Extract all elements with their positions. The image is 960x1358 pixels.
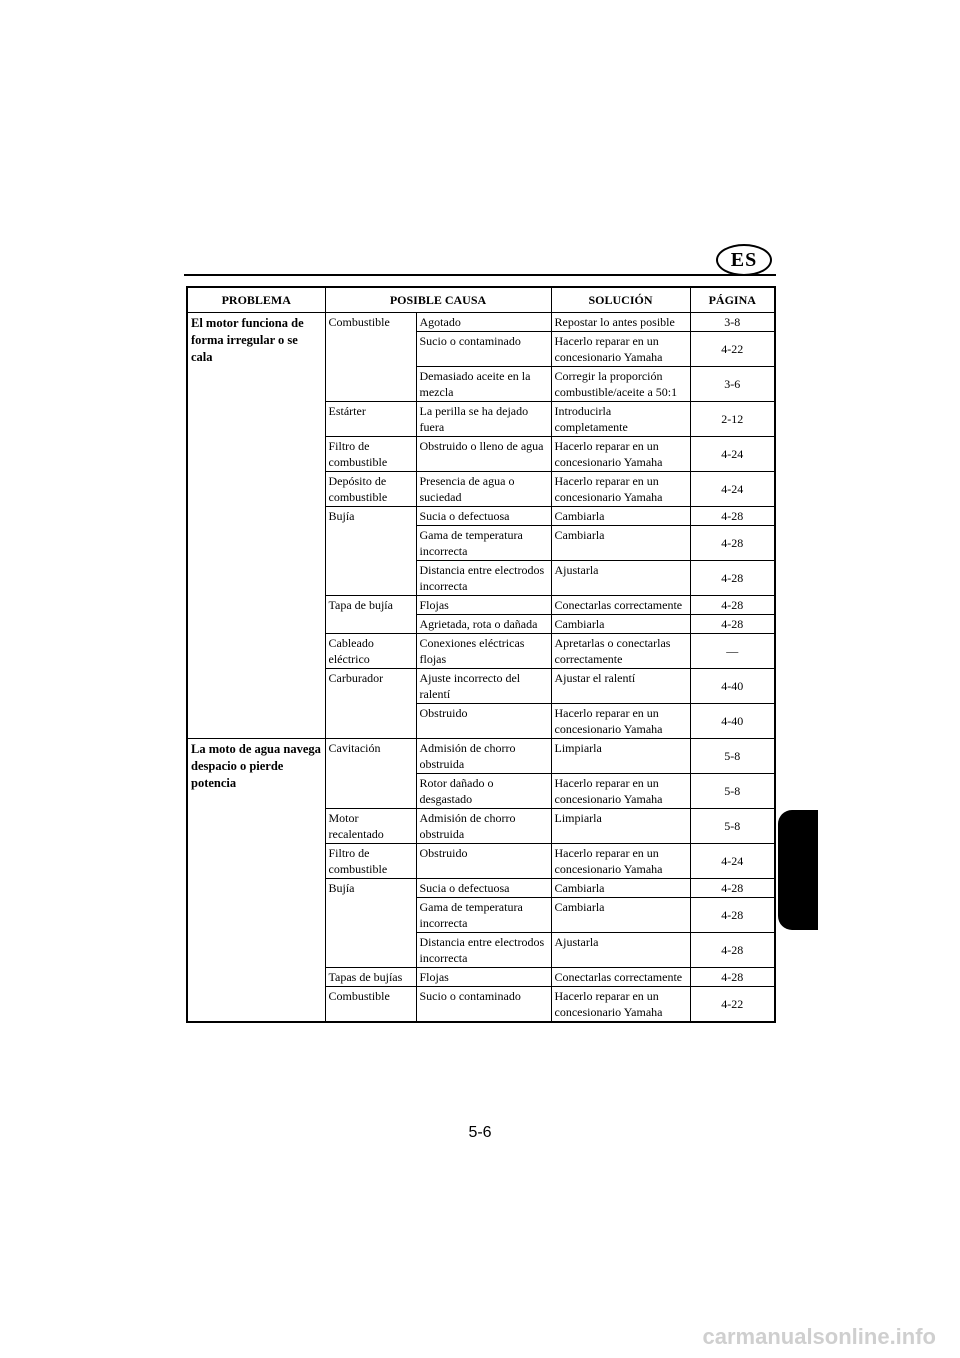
page-cell: 4-22 bbox=[690, 332, 775, 367]
cause-cell: Carburador bbox=[325, 669, 416, 739]
language-badge-label: ES bbox=[730, 248, 758, 271]
cause-detail-cell: Presencia de agua o suciedad bbox=[416, 472, 551, 507]
cause-cell: Filtro de combustible bbox=[325, 437, 416, 472]
problem-cell: La moto de agua navega despacio o pierde potencia bbox=[187, 739, 325, 1023]
problem-cell: El motor funciona de forma irregular o se cala bbox=[187, 313, 325, 739]
page-cell: 4-28 bbox=[690, 879, 775, 898]
page-number: 5-6 bbox=[468, 1124, 492, 1141]
solution-cell: Hacerlo reparar en un concesionario Yamaha bbox=[551, 774, 690, 809]
table-row bbox=[187, 739, 775, 774]
cause-cell: Filtro de combustible bbox=[325, 844, 416, 879]
page-cell: 3-6 bbox=[690, 367, 775, 402]
column-header-cause: POSIBLE CAUSA bbox=[325, 287, 551, 313]
cause-detail-cell: Gama de temperatura incorrecta bbox=[416, 898, 551, 933]
page-cell: 4-24 bbox=[690, 472, 775, 507]
cause-detail-cell: Rotor dañado o desgastado bbox=[416, 774, 551, 809]
cause-cell: Cableado eléctrico bbox=[325, 634, 416, 669]
page-cell: 4-28 bbox=[690, 898, 775, 933]
page-cell: 4-28 bbox=[690, 615, 775, 634]
solution-cell: Hacerlo reparar en un concesionario Yamaha bbox=[551, 704, 690, 739]
column-header-problem: PROBLEMA bbox=[187, 287, 325, 313]
column-header-solution: SOLUCIÓN bbox=[551, 287, 690, 313]
cause-detail-cell: Sucio o contaminado bbox=[416, 332, 551, 367]
cause-cell: Tapa de bujía bbox=[325, 596, 416, 634]
solution-cell: Conectarlas correctamente bbox=[551, 968, 690, 987]
solution-cell: Hacerlo reparar en un concesionario Yamaha bbox=[551, 332, 690, 367]
page-cell: 4-24 bbox=[690, 844, 775, 879]
cause-cell: Estárter bbox=[325, 402, 416, 437]
solution-cell: Ajustarla bbox=[551, 933, 690, 968]
cause-detail-cell: Sucia o defectuosa bbox=[416, 507, 551, 526]
cause-cell: Bujía bbox=[325, 507, 416, 596]
solution-cell: Conectarlas correctamente bbox=[551, 596, 690, 615]
cause-detail-cell: Obstruido bbox=[416, 704, 551, 739]
cause-detail-cell: Distancia entre electrodos incorrecta bbox=[416, 561, 551, 596]
cause-cell: Motor recalentado bbox=[325, 809, 416, 844]
cause-detail-cell: Admisión de chorro obstruida bbox=[416, 809, 551, 844]
table-header-row bbox=[187, 287, 775, 313]
page-cell: 5-8 bbox=[690, 774, 775, 809]
page-cell: 4-24 bbox=[690, 437, 775, 472]
cause-detail-cell: Sucio o contaminado bbox=[416, 987, 551, 1023]
solution-cell: Cambiarla bbox=[551, 879, 690, 898]
cause-detail-cell: Flojas bbox=[416, 596, 551, 615]
cause-detail-cell: Sucia o defectuosa bbox=[416, 879, 551, 898]
page-cell: 4-40 bbox=[690, 704, 775, 739]
page-cell: 4-22 bbox=[690, 987, 775, 1023]
header-rule bbox=[184, 274, 776, 276]
solution-cell: Ajustarla bbox=[551, 561, 690, 596]
page-cell: 5-8 bbox=[690, 739, 775, 774]
solution-cell: Limpiarla bbox=[551, 809, 690, 844]
cause-detail-cell: Conexiones eléctricas flojas bbox=[416, 634, 551, 669]
solution-cell: Limpiarla bbox=[551, 739, 690, 774]
cause-detail-cell: Flojas bbox=[416, 968, 551, 987]
watermark: carmanualsonline.info bbox=[702, 1324, 936, 1349]
cause-cell: Combustible bbox=[325, 313, 416, 402]
page-cell: 4-28 bbox=[690, 526, 775, 561]
page-cell: 4-28 bbox=[690, 507, 775, 526]
cause-detail-cell: Distancia entre electrodos incorrecta bbox=[416, 933, 551, 968]
cause-cell: Tapas de bujías bbox=[325, 968, 416, 987]
cause-cell: Bujía bbox=[325, 879, 416, 968]
cause-detail-cell: Obstruido bbox=[416, 844, 551, 879]
solution-cell: Ajustar el ralentí bbox=[551, 669, 690, 704]
solution-cell: Cambiarla bbox=[551, 615, 690, 634]
page-cell: 2-12 bbox=[690, 402, 775, 437]
cause-cell: Cavitación bbox=[325, 739, 416, 809]
solution-cell: Cambiarla bbox=[551, 526, 690, 561]
solution-cell: Introducirla completamente bbox=[551, 402, 690, 437]
solution-cell: Repostar lo antes posible bbox=[551, 313, 690, 332]
page-cell: 5-8 bbox=[690, 809, 775, 844]
solution-cell: Hacerlo reparar en un concesionario Yamaha bbox=[551, 437, 690, 472]
page-cell: 3-8 bbox=[690, 313, 775, 332]
page-cell: — bbox=[690, 634, 775, 669]
solution-cell: Cambiarla bbox=[551, 898, 690, 933]
page-cell: 4-40 bbox=[690, 669, 775, 704]
page-cell: 4-28 bbox=[690, 596, 775, 615]
solution-cell: Hacerlo reparar en un concesionario Yamaha bbox=[551, 987, 690, 1023]
chapter-side-tab bbox=[778, 810, 818, 930]
cause-detail-cell: Agotado bbox=[416, 313, 551, 332]
cause-detail-cell: Ajuste incorrecto del ralentí bbox=[416, 669, 551, 704]
solution-cell: Cambiarla bbox=[551, 507, 690, 526]
cause-cell: Combustible bbox=[325, 987, 416, 1023]
column-header-page: PÁGINA bbox=[690, 287, 775, 313]
table-row bbox=[187, 313, 775, 332]
cause-detail-cell: Demasiado aceite en la mezcla bbox=[416, 367, 551, 402]
cause-detail-cell: La perilla se ha dejado fuera bbox=[416, 402, 551, 437]
cause-detail-cell: Gama de temperatura incorrecta bbox=[416, 526, 551, 561]
solution-cell: Corregir la proporción combustible/aceite a 50:1 bbox=[551, 367, 690, 402]
cause-detail-cell: Obstruido o lleno de agua bbox=[416, 437, 551, 472]
table-body bbox=[187, 313, 775, 1023]
cause-detail-cell: Agrietada, rota o dañada bbox=[416, 615, 551, 634]
page-cell: 4-28 bbox=[690, 933, 775, 968]
page-cell: 4-28 bbox=[690, 968, 775, 987]
solution-cell: Hacerlo reparar en un concesionario Yamaha bbox=[551, 472, 690, 507]
solution-cell: Apretarlas o conectarlas correctamente bbox=[551, 634, 690, 669]
solution-cell: Hacerlo reparar en un concesionario Yamaha bbox=[551, 844, 690, 879]
cause-cell: Depósito de combustible bbox=[325, 472, 416, 507]
language-badge bbox=[716, 244, 772, 276]
cause-detail-cell: Admisión de chorro obstruida bbox=[416, 739, 551, 774]
troubleshooting-table bbox=[186, 286, 776, 1023]
page-cell: 4-28 bbox=[690, 561, 775, 596]
